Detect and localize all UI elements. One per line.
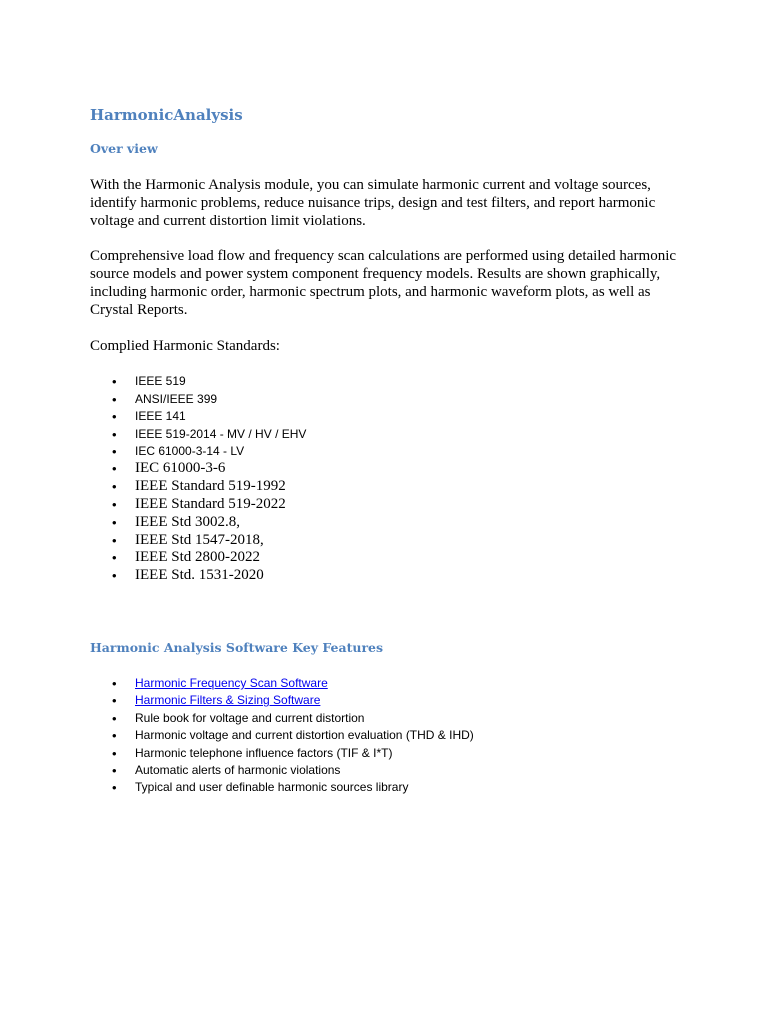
standards-list [90,373,680,585]
standard-item: • ANSI/IEEE 399 [90,391,680,408]
standard-item: • IEEE 519-2014 - MV / HV / EHV [90,426,680,443]
standards-intro: Complied Harmonic Standards: [90,337,280,354]
overview-paragraph: With the Harmonic Analysis module, you can simulate harmonic current and voltage sources, identify harmonic problems, reduce nuisance trips, design and test filters, and report harmonic voltage and current distortion limit violations. [90,177,656,229]
feature-item: • Automatic alerts of harmonic violations [90,762,680,779]
feature-item [90,675,680,692]
feature-item: • Harmonic telephone influence factors (TIF & I*T) [90,745,680,762]
calculations-paragraph: Comprehensive load flow and frequency scan calculations are performed using detailed harmonic source models and power system component frequency models. Results are shown graphically, including harmonic order, harmonic spectrum plots, and harmonic waveform plots, as well as Crystal Reports. [90,248,677,318]
feature-item: • Typical and user definable harmonic sources library [90,779,680,796]
frequency-scan-link[interactable]: Harmonic Frequency Scan Software [135,675,328,690]
standard-item: • IEEE Std 1547-2018, [90,532,680,550]
standard-item: • IEEE Std 2800-2022 [90,549,680,567]
filters-sizing-link[interactable]: Harmonic Filters & Sizing Software [135,693,321,708]
standard-item: • IEEE 141 [90,408,680,425]
document-body [90,104,680,797]
overview-heading: Over view [90,141,158,156]
standard-item: • IEEE 519 [90,373,680,390]
document-title: HarmonicAnalysis [90,106,243,124]
standard-item: • IEC 61000-3-6 [90,460,680,478]
standard-item: • IEC 61000-3-14 - LV [90,443,680,460]
feature-item [90,692,680,709]
standard-item: • IEEE Standard 519-2022 [90,496,680,514]
standard-item: • IEEE Std 3002.8, [90,514,680,532]
features-list [90,675,680,797]
features-heading: Harmonic Analysis Software Key Features [90,639,384,655]
feature-item: • Harmonic voltage and current distortion evaluation (THD & IHD) [90,727,680,744]
feature-item: • Rule book for voltage and current distortion [90,710,680,727]
standard-item: • IEEE Std. 1531-2020 [90,567,680,585]
standard-item: • IEEE Standard 519-1992 [90,478,680,496]
